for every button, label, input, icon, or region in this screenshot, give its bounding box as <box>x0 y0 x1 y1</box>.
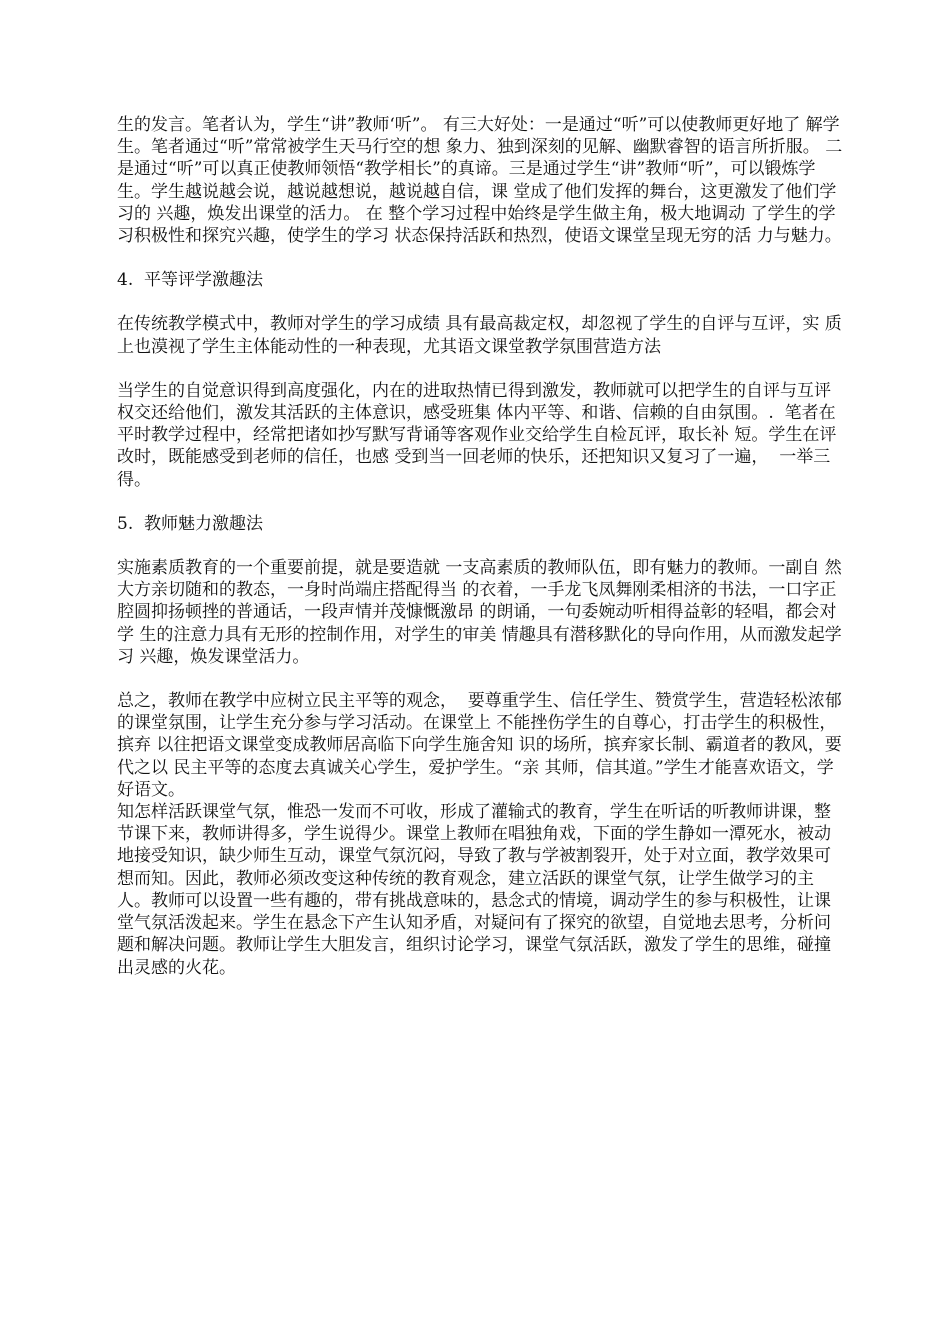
document-page <box>117 114 848 1001</box>
paragraph-traditional-evaluation: 在传统教学模式中，教师对学生的学习成绩 具有最高裁定权，却忽视了学生的自评与互评，实 质上也漠视了学生主体能动性的一种表现，尤其语文课堂教学氛围营造方法 <box>117 314 842 357</box>
paragraph-conclusion: 总之，教师在教学中应树立民主平等的观念， 要尊重学生、信任学生、赞赏学生，营造轻松浓郁 的课堂氛围，让学生充分参与学习活动。在课堂上 不能挫伤学生的自尊心，打击学生的积极性，摈弃 以往把语文课堂变成教师居高临下向学生施舍知 识的场所，摈弃家长制、霸道者的教风，要代之以 民主平等的态度去真诚关心学生，爱护学生。“亲 其师，信其道。”学生才能喜欢语文，学好语文。 <box>117 691 848 800</box>
paragraph-teacher-charm: 实施素质教育的一个重要前提，就是要造就 一支高素质的教师队伍，即有魅力的教师。一副自 然大方亲切随和的教态，一身时尚端庄搭配得当 的衣着，一手龙飞凤舞刚柔相济的书法，一口字正 腔圆抑扬顿挫的普通话，一段声情并茂慷慨激昂 的朗诵，一句委婉动听相得益彰的轻唱，都会对学 生的注意力具有无形的控制作用，对学生的审美 情趣具有潜移默化的导向作用，从而激发起学习 兴趣，焕发课堂活力。 <box>117 558 842 667</box>
paragraph-self-evaluation: 当学生的自觉意识得到高度强化，内在的进取热情已得到激发，教师就可以把学生的自评与互评 权交还给他们，激发其活跃的主体意识，感受班集 体内平等、和谐、信赖的自由氛围。. 笔者在平时教学过程中，经常把诸如抄写默写背诵等客观作业交给学生自检瓦评，取长补 短。学生在评改时，既能感受到老师的信任，也感 受到当一回老师的快乐，还把知识又复习了一遍， 一举三得。 <box>117 380 837 490</box>
paragraph-classroom-atmosphere: 知怎样活跃课堂气氛，惟恐一发而不可收，形成了灌输式的教育，学生在听话的听教师讲课，整节课下来，教师讲得多，学生说得少。课堂上教师在唱独角戏，下面的学生静如一潭死水，被动地接受知识，缺少师生互动，课堂气氛沉闷，导致了教与学被割裂开，处于对立面，教学效果可想而知。因此，教师必须改变这种传统的教育观念，建立活跃的课堂气氛，让学生做学习的主人。教师可以设置一些有趣的，带有挑战意味的，悬念式的情境，调动学生的参与积极性，让课堂气氛活泼起来。学生在悬念下产生认知矛盾，对疑问有了探究的欲望，自觉地去思考，分析问题和解决问题。教师让学生大胆发言，组织讨论学习，课堂气氛活跃，激发了学生的思维，碰撞出灵感的火花。 <box>117 802 831 978</box>
paragraph-listening-benefits: 生的发言。笔者认为，学生“讲”教师‘听”。 有三大好处：一是通过“听”可以使教师更好地了 解学生。笔者通过“听”常常被学生天马行空的想 象力、独到深刻的见解、幽默睿智的语言所折服。 二是通过“听”可以真正使教师领悟“教学相长”的真谛。三是通过学生“讲”教师“听”，可以锻炼学 生。学生越说越会说，越说越想说，越说越自信，课 堂成了他们发挥的舞台，这更激发了他们学习的 兴趣，焕发出课堂的活力。 在 整个学习过程中始终是学生做主角，极大地调动 了学生的学习积极性和探究兴趣，使学生的学习 状态保持活跃和热烈，使语文课堂呈现无穷的活 力与魅力。 <box>117 115 843 247</box>
section-heading-4: 4. 平等评学激趣法 <box>117 270 264 291</box>
section-heading-5: 5. 教师魅力激趣法 <box>117 513 264 534</box>
